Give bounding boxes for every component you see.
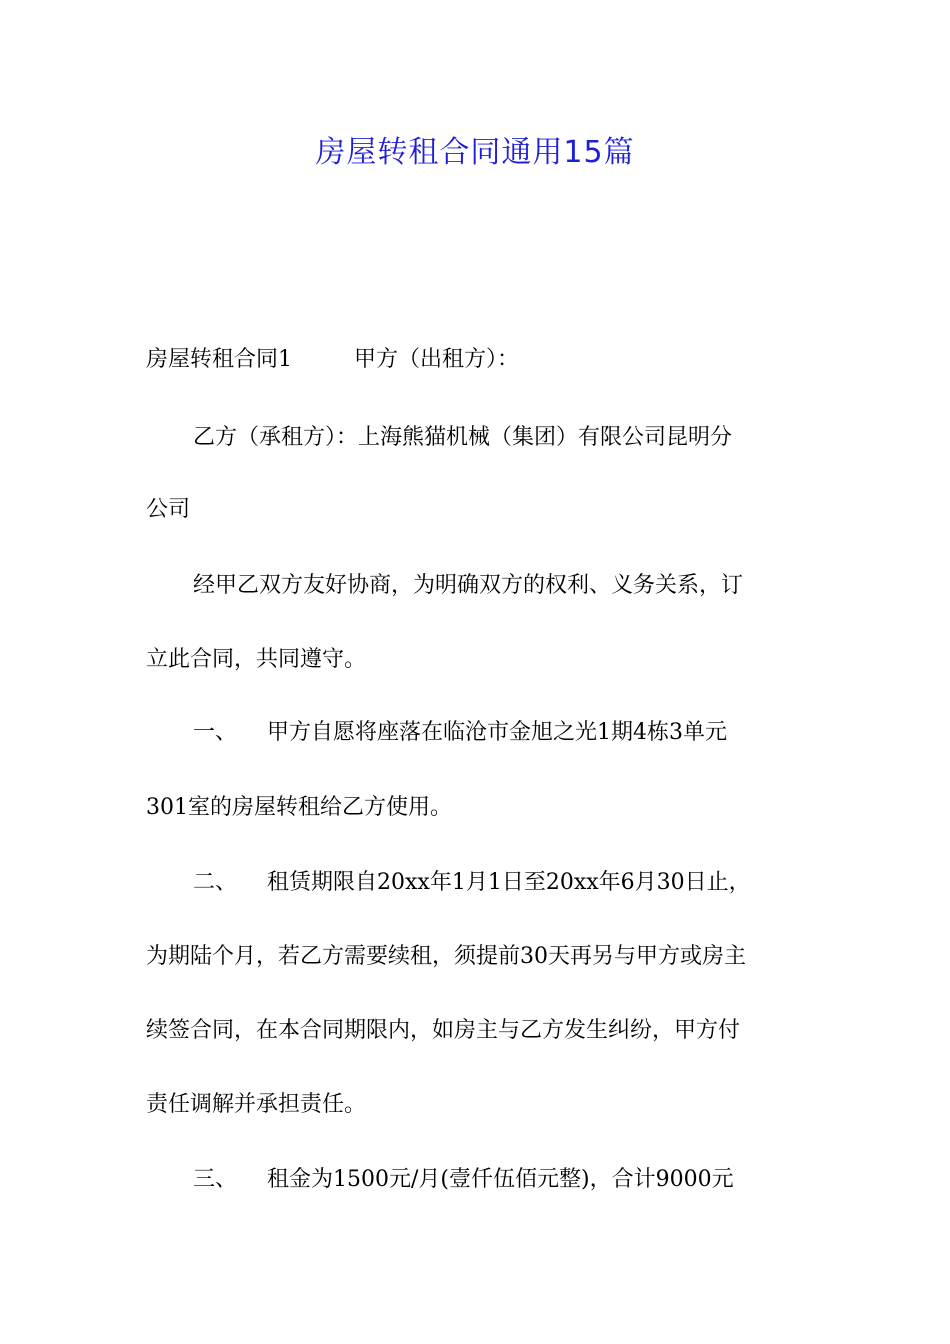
paragraph-line: 经甲乙双方友好协商，为明确双方的权利、义务关系，订 xyxy=(193,573,744,598)
paragraph-line: 责任调解并承担责任。 xyxy=(146,1092,367,1117)
contract-heading: 房屋转租合同1 xyxy=(146,347,292,372)
paragraph-line xyxy=(193,868,751,898)
clause-number: 二、 xyxy=(193,870,238,895)
paragraph-line: 301室的房屋转租给乙方使用。 xyxy=(146,795,452,820)
clause-text: 租赁期限自20xx年1月1日至20xx年6月30日止， xyxy=(267,870,751,895)
paragraph-line xyxy=(193,1165,734,1195)
document-title: 房屋转租合同通用15篇 xyxy=(315,135,635,170)
clause-text: 甲方自愿将座落在临沧市金旭之光1期4栋3单元 xyxy=(267,720,728,745)
paragraph-line: 乙方（承租方）：上海熊猫机械（集团）有限公司昆明分 xyxy=(193,425,733,450)
paragraph-line xyxy=(146,345,519,375)
clause-number: 三、 xyxy=(193,1167,238,1192)
paragraph-line: 为期陆个月，若乙方需要续租，须提前30天再另与甲方或房主 xyxy=(146,944,746,969)
clause-text: 租金为1500元/月(壹仟伍佰元整)，合计9000元 xyxy=(267,1167,734,1192)
paragraph-line: 立此合同，共同遵守。 xyxy=(146,647,367,672)
clause-number: 一、 xyxy=(193,720,238,745)
paragraph-line xyxy=(193,718,727,748)
party-a-label: 甲方（出租方）： xyxy=(354,347,520,372)
paragraph-line: 公司 xyxy=(146,497,191,522)
paragraph-line: 续签合同，在本合同期限内，如房主与乙方发生纠纷，甲方付 xyxy=(146,1018,741,1043)
